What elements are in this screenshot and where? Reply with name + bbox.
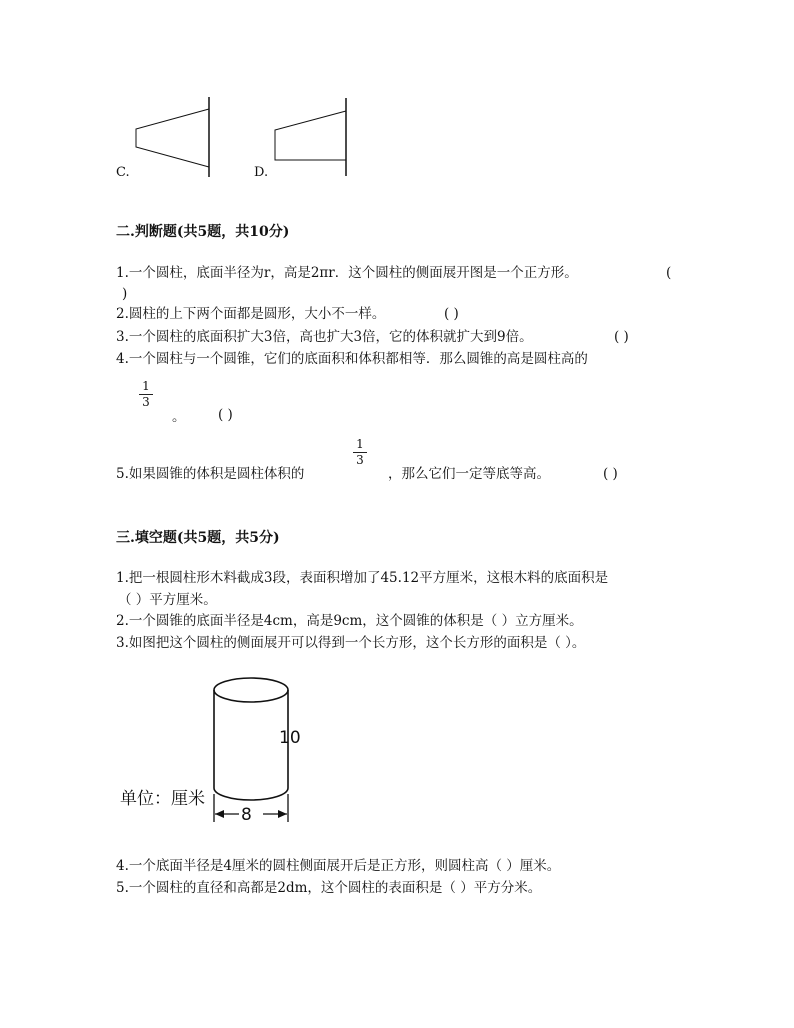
- fraction-numerator: 1: [356, 437, 364, 451]
- section-2-heading: 二.判断题(共5题，共10分): [116, 224, 290, 240]
- judge-q4-fraction: [139, 380, 153, 409]
- judge-q5-part-a: 5.如果圆锥的体积是圆柱体积的: [116, 466, 305, 482]
- fill-q1-line2: （ ）平方厘米。: [118, 592, 217, 608]
- unit-label: 单位：厘米: [120, 789, 205, 809]
- judge-q2-answer[interactable]: ( ): [444, 306, 459, 322]
- fill-q5: 5.一个圆柱的直径和高都是2dm，这个圆柱的表面积是（ ）平方分米。: [116, 880, 542, 896]
- fill-q2: 2.一个圆锥的底面半径是4cm，高是9cm，这个圆锥的体积是（ ）立方厘米。: [116, 613, 583, 629]
- judge-q5-answer[interactable]: ( ): [603, 466, 618, 482]
- cylinder-figure: [205, 672, 310, 827]
- figure-d-trapezoid: [265, 95, 365, 185]
- fraction-numerator: 1: [142, 379, 150, 393]
- fill-q3: 3.如图把这个圆柱的侧面展开可以得到一个长方形，这个长方形的面积是（ ）。: [116, 635, 586, 651]
- figure-d-label: D.: [254, 165, 269, 180]
- judge-q1: 1.一个圆柱，底面半径为r，高是2πr．这个圆柱的侧面展开图是一个正方形。: [116, 265, 578, 281]
- section-3-heading: 三.填空题(共5题，共5分): [116, 530, 280, 546]
- judge-q3-answer[interactable]: ( ): [614, 329, 629, 345]
- judge-q1-paren-close[interactable]: ): [122, 286, 128, 302]
- judge-q4-answer[interactable]: ( ): [218, 407, 233, 423]
- judge-q4: 4.一个圆柱与一个圆锥，它们的底面积和体积都相等．那么圆锥的高是圆柱高的: [116, 351, 588, 367]
- judge-q4-tail: 。: [172, 409, 186, 425]
- judge-q3: 3.一个圆柱的底面积扩大3倍，高也扩大3倍，它的体积就扩大到9倍。: [116, 329, 533, 345]
- cylinder-diameter-label: 8: [241, 805, 252, 825]
- figure-c-trapezoid: [120, 95, 220, 185]
- fill-q4: 4.一个底面半径是4厘米的圆柱侧面展开后是正方形，则圆柱高（ ）厘米。: [116, 858, 561, 874]
- cylinder-height-label: 10: [279, 728, 301, 748]
- fraction-denominator: 3: [142, 395, 150, 409]
- figure-c-label: C.: [116, 165, 130, 180]
- fraction-denominator: 3: [356, 453, 364, 467]
- fill-q1-line1: 1.把一根圆柱形木料截成3段，表面积增加了45.12平方厘米，这根木料的底面积是: [116, 570, 609, 586]
- judge-q5-part-b: ，那么它们一定等底等高。: [388, 466, 550, 482]
- judge-q1-paren-open[interactable]: (: [666, 265, 672, 281]
- judge-q2: 2.圆柱的上下两个面都是圆形，大小不一样。: [116, 306, 386, 322]
- judge-q5-fraction: [353, 438, 367, 467]
